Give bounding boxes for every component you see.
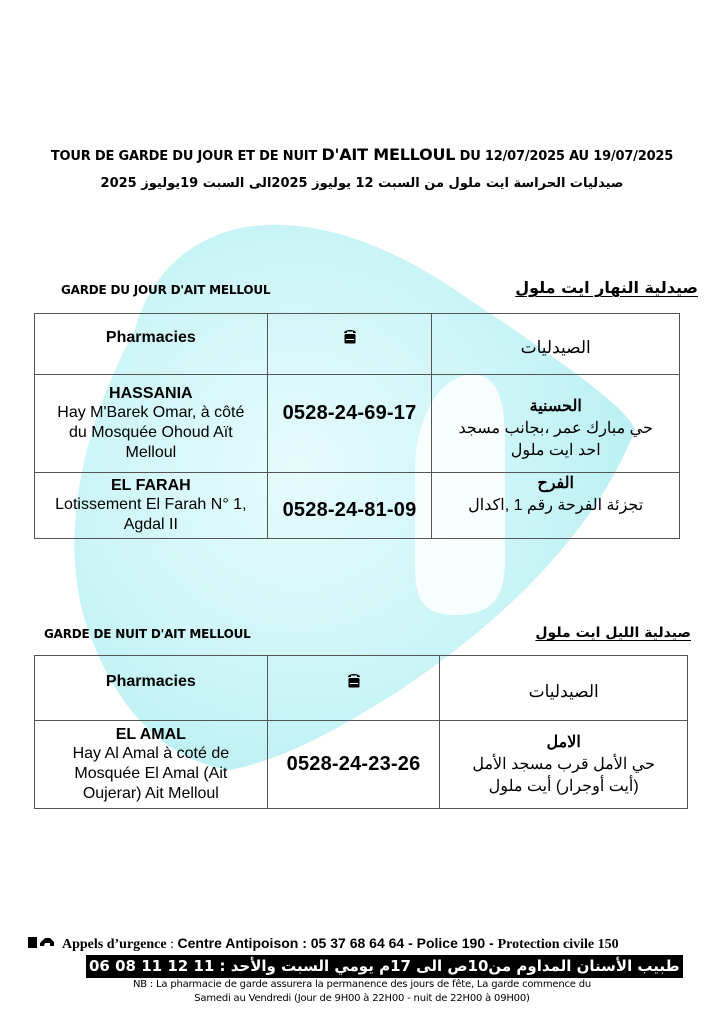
table-header-row [35, 656, 688, 721]
pharmacy-phone: 0528-24-69-17 [267, 375, 432, 473]
col-header-pharmacies: Pharmacies [35, 656, 268, 721]
pharmacy-name-arabic: الفرح [537, 475, 574, 492]
pharmacy-phone: 0528-24-23-26 [267, 721, 440, 809]
emergency-line [28, 935, 619, 953]
civil-protection: Protection civile 150 [497, 937, 619, 952]
pharmacy-cell [35, 375, 268, 473]
table-header-row [35, 314, 680, 375]
page-title-arabic: صيدليات الحراسة ايت ملول من السبت 12 يوليوز 2025الى السبت 19يوليوز 2025 [100, 176, 624, 191]
emergency-label: Appels d’urgence [62, 937, 167, 952]
pharmacy-name-arabic: الحسنية [529, 397, 582, 415]
emergency-numbers: Centre Antipoison : 05 37 68 64 64 - Police 190 - [177, 935, 498, 951]
page-title [0, 145, 724, 164]
pharmacy-address: Lotissement El Farah N° 1, Agdal II [55, 496, 247, 533]
note-line-2: Samedi au Vendredi (Jour de 9H00 à 22H00 - nuit de 22H00 à 09H00) [194, 993, 530, 1004]
night-section-title: GARDE DE NUIT D'AIT MELLOUL [44, 627, 251, 641]
telephone-icon [343, 328, 357, 344]
note-line-1: NB : La pharmacie de garde assurera la permanence des jours de fête, La garde commence du [132, 979, 591, 990]
pharmacy-address-arabic: حي الأمل قرب مسجد الأمل (أيت أوجرار) أيت ملول [472, 755, 655, 795]
day-pharmacies-table [34, 313, 680, 539]
pharmacy-name: EL FARAH [110, 477, 191, 494]
pharmacy-cell-arabic [440, 721, 688, 809]
table-row [35, 473, 680, 539]
pharmacy-address-arabic: تجزئة الفرحة رقم 1 ,اكدال [468, 497, 644, 514]
note [0, 978, 724, 1006]
col-header-arabic: الصيدليات [440, 656, 688, 721]
title-dates: DU 12/07/2025 AU 19/07/2025 [455, 149, 674, 164]
phone-ring-icon [28, 936, 56, 949]
pharmacy-cell [35, 721, 268, 809]
pharmacy-address: Hay Al Amal à coté de Mosquée El Amal (Ait Oujerar) Ait Melloul [72, 745, 230, 802]
pharmacy-name: EL AMAL [115, 726, 186, 743]
dentist-banner: طبيب الأسنان المداوم من10ص الى 17م يومي السبت والأحد : 11 12 11 08 06 [86, 955, 683, 978]
table-row [35, 721, 688, 809]
col-header-phone [267, 656, 440, 721]
day-section-title-arabic: صيدلية النهار ايت ملول [515, 278, 698, 297]
col-header-arabic: الصيدليات [432, 314, 680, 375]
emergency-colon: : [166, 937, 178, 952]
pharmacy-cell-arabic [432, 375, 680, 473]
col-header-pharmacies: Pharmacies [35, 314, 268, 375]
title-place: D'AIT MELLOUL [321, 145, 456, 164]
day-section-title: GARDE DU JOUR D'AIT MELLOUL [61, 283, 271, 297]
night-section-title-arabic: صيدلية الليل ايت ملول [535, 625, 691, 641]
telephone-icon [347, 672, 361, 688]
table-row [35, 375, 680, 473]
pharmacy-name-arabic: الامل [546, 733, 581, 751]
pharmacy-address-arabic: حي مبارك عمر ،بجانب مسجد احد ايت ملول [458, 419, 653, 459]
pharmacy-name: HASSANIA [109, 385, 193, 402]
pharmacy-cell-arabic [432, 473, 680, 539]
pharmacy-phone: 0528-24-81-09 [267, 473, 432, 539]
title-prefix: TOUR DE GARDE DU JOUR ET DE NUIT [50, 149, 322, 164]
pharmacy-cell [35, 473, 268, 539]
col-header-phone [267, 314, 432, 375]
pharmacy-address: Hay M'Barek Omar, à côté du Mosquée Ohoud Aït Melloul [57, 404, 245, 461]
night-pharmacies-table [34, 655, 688, 809]
